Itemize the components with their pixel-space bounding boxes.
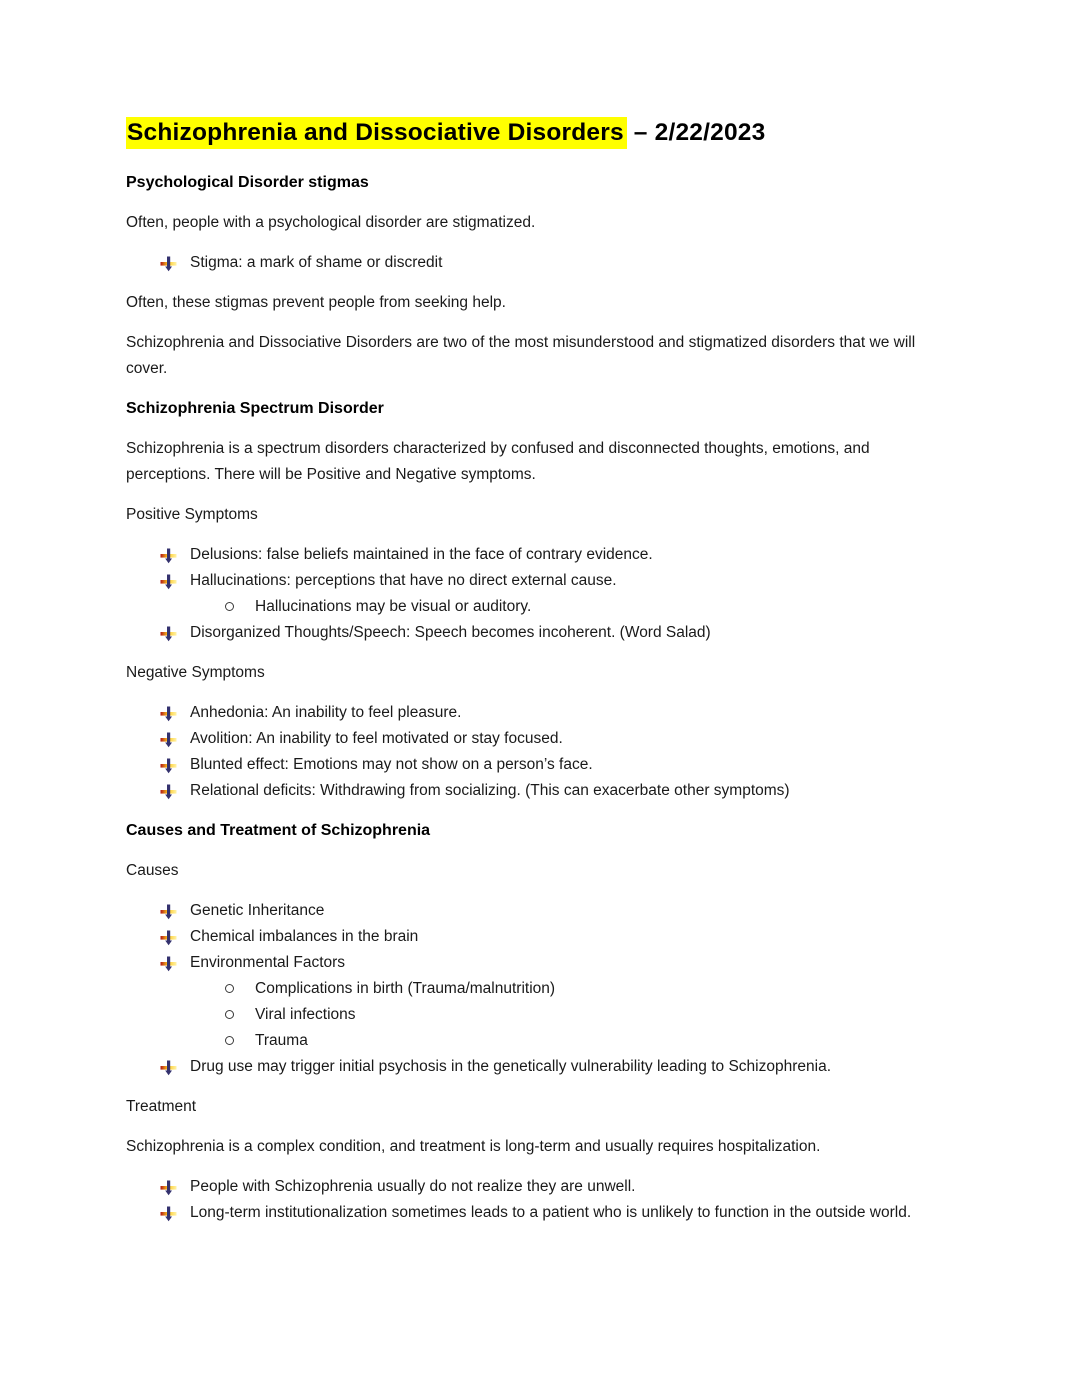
bullet-item xyxy=(126,1200,954,1226)
arrow-bullet-icon xyxy=(160,929,177,946)
bullet-text: Relational deficits: Withdrawing from socializing. (This can exacerbate other symptoms) xyxy=(190,782,790,799)
bullet-item xyxy=(126,700,954,726)
arrow-bullet-icon xyxy=(160,573,177,590)
bullet-item xyxy=(126,924,954,950)
section-heading-causes-treatment: Causes and Treatment of Schizophrenia xyxy=(126,822,431,839)
paragraph: Often, people with a psychological disorder are stigmatized. xyxy=(126,214,536,231)
arrow-bullet-icon xyxy=(160,955,177,972)
bullet-item xyxy=(126,620,954,646)
bullet-list xyxy=(126,250,954,276)
title-highlighted-text: Schizophrenia and Dissociative Disorders xyxy=(126,117,627,149)
bullet-text: Blunted effect: Emotions may not show on a person’s face. xyxy=(190,756,593,773)
bullet-text: People with Schizophrenia usually do not realize they are unwell. xyxy=(190,1178,636,1195)
bullet-text: Hallucinations may be visual or auditory. xyxy=(255,598,532,615)
bullet-text: Drug use may trigger initial psychosis in the genetically vulnerability leading to Schizophrenia. xyxy=(190,1058,832,1075)
arrow-bullet-icon xyxy=(160,705,177,722)
bullet-text: Chemical imbalances in the brain xyxy=(190,928,419,945)
sub-bullet-item xyxy=(126,976,954,1002)
arrow-bullet-icon xyxy=(160,1179,177,1196)
arrow-bullet-icon xyxy=(160,1205,177,1222)
bullet-text: Anhedonia: An inability to feel pleasure. xyxy=(190,704,462,721)
bullet-item xyxy=(126,950,954,976)
arrow-bullet-icon xyxy=(160,903,177,920)
arrow-bullet-icon xyxy=(160,625,177,642)
bullet-text: Complications in birth (Trauma/malnutrition) xyxy=(255,980,556,997)
paragraph-treatment: Treatment xyxy=(126,1098,197,1115)
circle-bullet-icon xyxy=(225,1010,234,1019)
bullet-list xyxy=(126,700,954,804)
paragraph: Schizophrenia and Dissociative Disorders are two of the most misunderstood and stigmatized disorders that we will cover. xyxy=(126,334,916,377)
bullet-text: Delusions: false beliefs maintained in the face of contrary evidence. xyxy=(190,546,653,563)
paragraph: Often, these stigmas prevent people from seeking help. xyxy=(126,294,506,311)
bullet-text: Genetic Inheritance xyxy=(190,902,325,919)
bullet-list xyxy=(126,898,954,1080)
bullet-text: Environmental Factors xyxy=(190,954,346,971)
section-heading-spectrum: Schizophrenia Spectrum Disorder xyxy=(126,400,384,417)
sub-bullet-item xyxy=(126,594,954,620)
bullet-text: Trauma xyxy=(255,1032,308,1049)
bullet-item xyxy=(126,542,954,568)
bullet-text: Stigma: a mark of shame or discredit xyxy=(190,254,443,271)
circle-bullet-icon xyxy=(225,984,234,993)
circle-bullet-icon xyxy=(225,602,234,611)
circle-bullet-icon xyxy=(225,1036,234,1045)
bullet-list xyxy=(126,542,954,646)
arrow-bullet-icon xyxy=(160,1059,177,1076)
title-date-suffix: – 2/22/2023 xyxy=(626,119,766,146)
bullet-item xyxy=(126,1174,954,1200)
bullet-item xyxy=(126,778,954,804)
paragraph-negative-symptoms: Negative Symptoms xyxy=(126,664,265,681)
bullet-text: Disorganized Thoughts/Speech: Speech becomes incoherent. (Word Salad) xyxy=(190,624,711,641)
bullet-item xyxy=(126,726,954,752)
bullet-item xyxy=(126,1054,954,1080)
arrow-bullet-icon xyxy=(160,255,177,272)
bullet-list xyxy=(126,1174,954,1226)
document-title xyxy=(126,116,954,150)
paragraph: Schizophrenia is a spectrum disorders characterized by confused and disconnected thoughts, emotions, and perceptions. There will be Positive and Negative symptoms. xyxy=(126,440,870,483)
section-heading-stigmas: Psychological Disorder stigmas xyxy=(126,174,369,191)
bullet-item xyxy=(126,898,954,924)
arrow-bullet-icon xyxy=(160,547,177,564)
bullet-text: Avolition: An inability to feel motivated or stay focused. xyxy=(190,730,563,747)
bullet-item xyxy=(126,250,954,276)
bullet-item xyxy=(126,752,954,778)
bullet-text: Hallucinations: perceptions that have no direct external cause. xyxy=(190,572,617,589)
paragraph-positive-symptoms: Positive Symptoms xyxy=(126,506,258,523)
arrow-bullet-icon xyxy=(160,731,177,748)
bullet-text: Viral infections xyxy=(255,1006,356,1023)
arrow-bullet-icon xyxy=(160,757,177,774)
arrow-bullet-icon xyxy=(160,783,177,800)
paragraph: Schizophrenia is a complex condition, and treatment is long-term and usually requires hospitalization. xyxy=(126,1138,821,1155)
bullet-text: Long-term institutionalization sometimes leads to a patient who is unlikely to function in the outside world. xyxy=(190,1204,912,1221)
sub-bullet-item xyxy=(126,1002,954,1028)
sub-bullet-item xyxy=(126,1028,954,1054)
bullet-item xyxy=(126,568,954,594)
paragraph-causes: Causes xyxy=(126,862,179,879)
